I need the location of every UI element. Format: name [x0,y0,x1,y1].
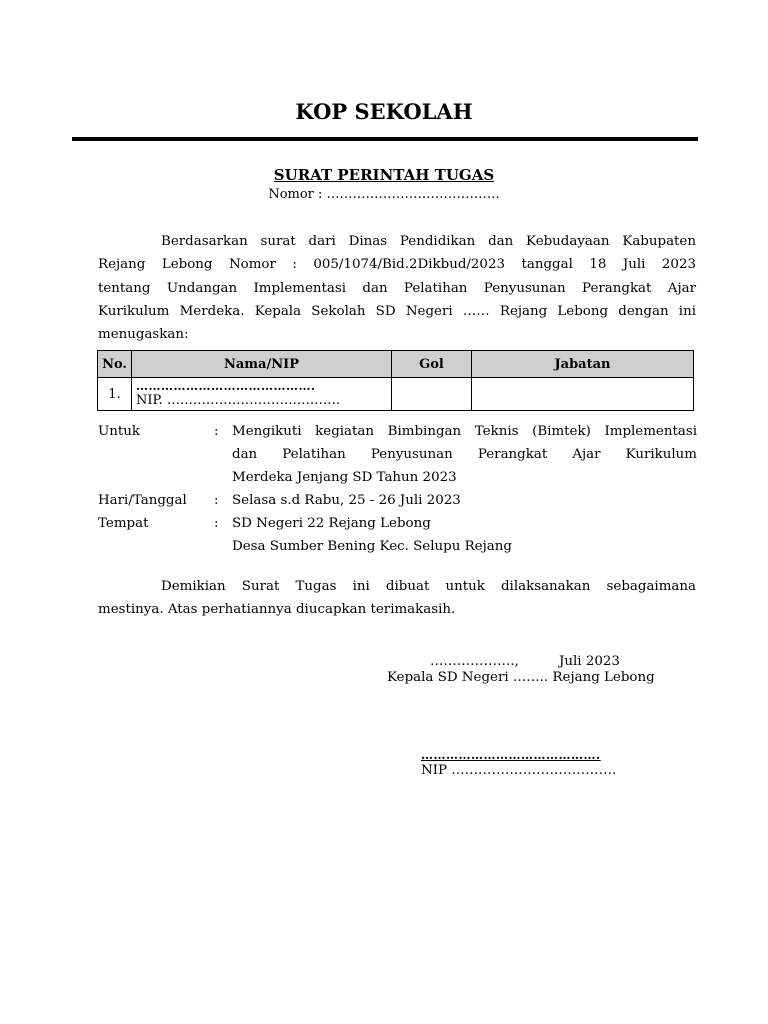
col-header-nama-nip: Nama/NIP [132,351,392,378]
untuk-line: dan Pelatihan Penyusunan Perangkat Ajar Kurikulum [232,447,697,462]
tempat-line: SD Negeri 22 Rejang Lebong [232,516,431,531]
closing-line: mestinya. Atas perhatiannya diucapkan terimakasih. [98,602,456,618]
untuk-line: Merdeka Jenjang SD Tahun 2023 [232,470,457,485]
intro-line: Berdasarkan surat dari Dinas Pendidikan dan Kebudayaan Kabupaten [161,234,696,249]
cell-no: 1. [98,378,132,411]
tempat-label: Tempat [98,516,149,531]
untuk-line: Mengikuti kegiatan Bimbingan Teknis (Bimtek) Implementasi [232,424,697,439]
hari-tanggal-value: Selasa s.d Rabu, 25 - 26 Juli 2023 [232,493,461,508]
letterhead-title: KOP SEKOLAH [295,99,473,124]
document-number: Nomor : …………………………………. [268,187,500,202]
table-header-row [98,351,694,378]
col-header-jabatan: Jabatan [472,351,694,378]
intro-paragraph [98,230,696,346]
hari-tanggal-colon: : [214,493,219,508]
closing-paragraph [98,575,696,622]
signature-nip: NIP ………………………………. [421,763,617,778]
col-header-gol: Gol [392,351,472,378]
cell-nip: NIP. …………………………………. [136,393,341,408]
intro-line: menugaskan: [98,327,189,343]
untuk-colon: : [214,424,219,439]
intro-line: Rejang Lebong Nomor : 005/1074/Bid.2Dikbud/2023 tanggal 18 Juli 2023 [98,257,696,273]
signature-name: ……………………………………. [421,748,601,762]
cell-nama-nip [132,378,392,411]
hari-tanggal-label: Hari/Tanggal [98,493,187,508]
assignment-table [97,350,694,411]
signature-position: Kepala SD Negeri …….. Rejang Lebong [387,670,655,685]
letterhead-divider [72,137,698,141]
cell-nama: ……………………………………. [136,379,316,393]
table-row [98,378,694,411]
cell-gol [392,378,472,411]
cell-jabatan [472,378,694,411]
col-header-no: No. [98,351,132,378]
tempat-colon: : [214,516,219,531]
tempat-line: Desa Sumber Bening Kec. Selupu Rejang [232,539,512,554]
signature-month-year: Juli 2023 [559,654,620,669]
closing-line: Demikian Surat Tugas ini dibuat untuk dilaksanakan sebagaimana [161,579,696,594]
intro-line: Kurikulum Merdeka. Kepala Sekolah SD Negeri …… Rejang Lebong dengan ini [98,303,696,319]
intro-line: tentang Undangan Implementasi dan Pelatihan Penyusunan Perangkat Ajar [98,280,696,296]
document-title: SURAT PERINTAH TUGAS [273,166,495,184]
untuk-label: Untuk [98,424,141,439]
signature-place-date: ………………., [430,654,519,669]
